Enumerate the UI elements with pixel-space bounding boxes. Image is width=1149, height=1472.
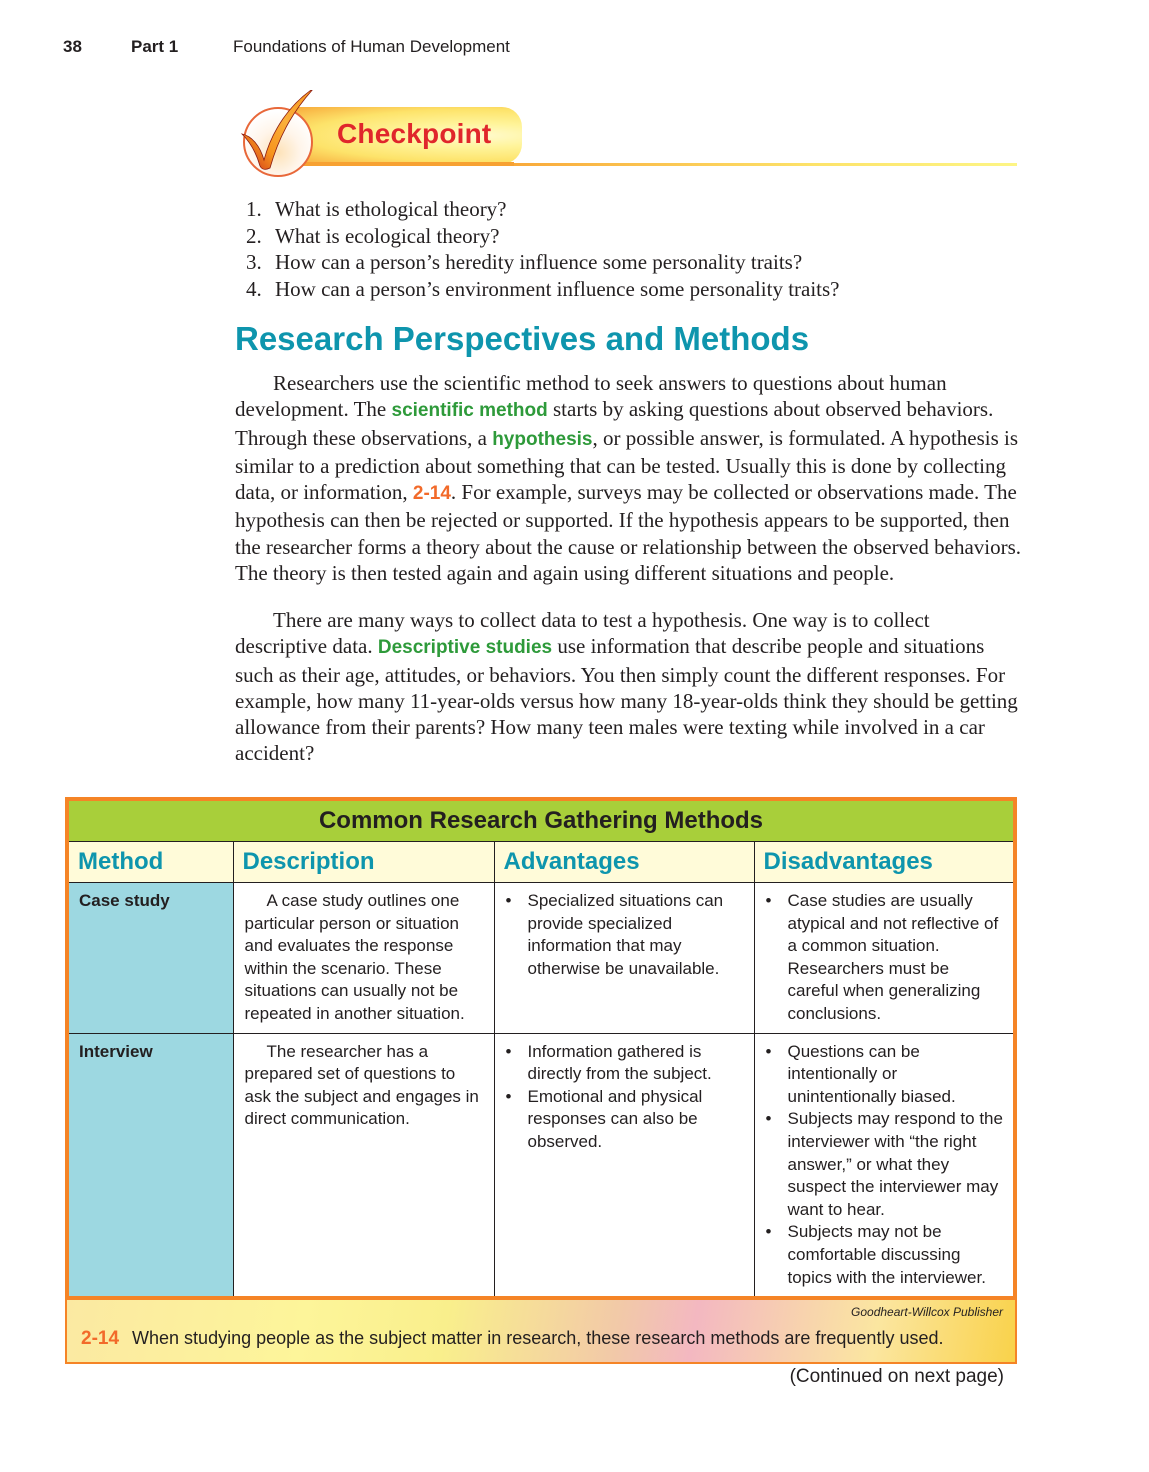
disadvantages-cell: [754, 883, 1013, 1034]
table-row: [69, 1033, 1013, 1296]
list-item: • Questions can be intentionally or unintentionally biased.: [766, 1041, 1004, 1109]
column-header-advantages: Advantages: [494, 842, 754, 883]
question-number: 4.: [246, 276, 262, 301]
question-text: What is ecological theory?: [275, 223, 500, 248]
method-cell: Case study: [69, 883, 233, 1034]
question-item: [246, 276, 840, 303]
caption-number: 2-14: [81, 1328, 120, 1350]
advantages-cell: [494, 1033, 754, 1296]
figure-caption: [65, 1300, 1017, 1364]
list-item: • Specialized situations can provide specialized information that may otherwise be unavailable.: [506, 890, 744, 980]
table-title-row: [69, 801, 1013, 842]
body-paragraph-1: [235, 370, 1025, 586]
figure-2-14: [65, 797, 1017, 1364]
list-item: • Subjects may not be comfortable discussing topics with the interviewer.: [766, 1221, 1004, 1289]
description-cell: [233, 883, 494, 1034]
key-term-scientific-method: scientific method: [391, 400, 548, 422]
list-item: • Emotional and physical responses can also be observed.: [506, 1086, 744, 1154]
table-title: Common Research Gathering Methods: [69, 801, 1013, 842]
paragraph-text: use information that describe people and situations such as their age, attitudes, or behaviors. You then simply count the different responses. For example, how many 11-year-olds versus how many 18-year-olds think they should be getting allowance from their parents? How many teen males were texting while involved in a car accident?: [235, 634, 1018, 766]
caption-text: When studying people as the subject matter in research, these research methods are frequently used.: [132, 1328, 944, 1349]
checkpoint-rule: [512, 163, 1017, 166]
body-paragraph-2: [235, 607, 1025, 767]
advantages-list: [506, 1041, 744, 1154]
description-cell: [233, 1033, 494, 1296]
checkmark-badge-icon: [234, 90, 322, 178]
disadvantages-cell: [754, 1033, 1013, 1296]
list-item: • Subjects may respond to the interviewer with “the right answer,” or what they suspect the interviewer may want to hear.: [766, 1108, 1004, 1221]
paragraph-text: Researchers use the scientific method to seek answers to questions about human development. The: [235, 371, 947, 422]
method-cell: Interview: [69, 1033, 233, 1296]
advantages-cell: [494, 883, 754, 1034]
disadvantages-list: [766, 1041, 1004, 1290]
publisher-credit: Goodheart-Willcox Publisher: [851, 1305, 1003, 1320]
column-header-disadvantages: Disadvantages: [754, 842, 1013, 883]
paragraph-text: starts by asking questions about observed behaviors. Through these observations, a: [235, 397, 994, 450]
figure-reference: 2-14: [412, 483, 451, 505]
question-item: [246, 249, 840, 276]
disadvantages-list: [766, 890, 1004, 1026]
question-text: What is ethological theory?: [275, 197, 507, 221]
section-heading: Research Perspectives and Methods: [235, 320, 810, 357]
question-text: How can a person’s heredity influence some personality traits?: [275, 250, 803, 274]
list-item: • Case studies are usually atypical and not reflective of a common situation. Researchers must be careful when generalizing conclusions.: [766, 890, 1004, 1026]
question-number: 2.: [246, 223, 262, 248]
page-number: 38: [63, 37, 82, 56]
description-text: The researcher has a prepared set of questions to ask the subject and engages in direct communication.: [244, 1041, 479, 1129]
checkpoint-questions: [246, 196, 840, 302]
running-header: [63, 37, 510, 57]
paragraph-text: . For example, surveys may be collected or observations made. The hypothesis can then be rejected or supported. If the hypothesis appears to be supported, then the researcher forms a theory about the cause or relationship between the observed behaviors. The theory is then tested again and again using different situations and people.: [235, 480, 1022, 586]
paragraph-text: , or possible answer, is formulated. A hypothesis is similar to a prediction about something that can be tested. Usually this is done by collecting data, or information,: [235, 425, 1019, 505]
part-label: Part 1: [131, 37, 179, 56]
description-text: A case study outlines one particular person or situation and evaluates the response within the scenario. These situations can usually not be repeated in another situation.: [244, 891, 465, 1023]
advantages-list: [506, 890, 744, 980]
research-methods-table: [69, 801, 1013, 1296]
question-item: [246, 223, 840, 250]
list-item: • Information gathered is directly from the subject.: [506, 1041, 744, 1086]
question-number: 1.: [246, 197, 262, 221]
key-term-descriptive-studies: Descriptive studies: [377, 637, 553, 659]
question-number: 3.: [246, 250, 262, 274]
table-row: [69, 883, 1013, 1034]
caption-text-line: [81, 1328, 943, 1350]
continued-note: (Continued on next page): [789, 1366, 1004, 1387]
checkpoint-pill-underline: [292, 162, 514, 166]
table-header-row: [69, 842, 1013, 883]
key-term-hypothesis: hypothesis: [492, 428, 593, 450]
table-frame: [65, 797, 1017, 1300]
checkpoint-title: Checkpoint: [337, 118, 492, 149]
question-item: [246, 196, 840, 223]
checkpoint-banner: [232, 70, 1022, 200]
column-header-method: Method: [69, 842, 233, 883]
column-header-description: Description: [233, 842, 494, 883]
question-text: How can a person’s environment influence some personality traits?: [275, 276, 840, 301]
paragraph-text: There are many ways to collect data to test a hypothesis. One way is to collect descriptive data.: [235, 608, 930, 659]
chapter-title: Foundations of Human Development: [233, 37, 510, 56]
